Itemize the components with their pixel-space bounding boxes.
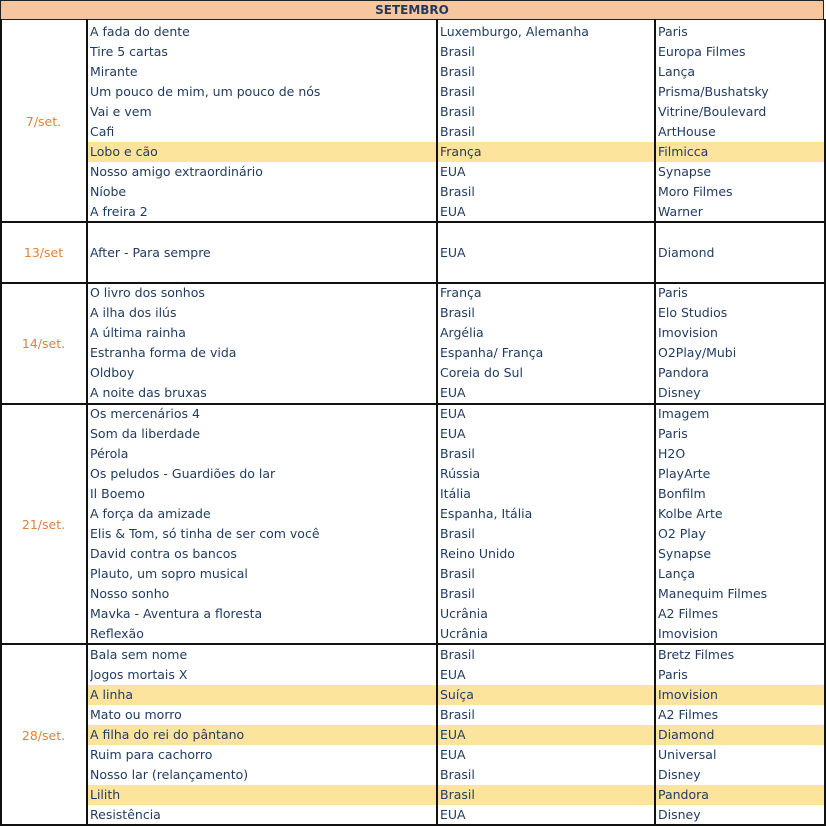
release-date-label: 13/set: [23, 245, 64, 260]
movie-title: Os mercenários 4: [90, 406, 200, 421]
table-row: [87, 404, 826, 424]
table-row: [87, 544, 826, 564]
distributor-cell: Prisma/Bushatsky: [658, 84, 769, 99]
grid-row-line: [0, 221, 826, 223]
movie-title: Lilith: [90, 787, 121, 802]
table-row: [87, 564, 826, 584]
movie-title: Ruim para cachorro: [90, 747, 213, 762]
movie-title: Bala sem nome: [90, 647, 188, 662]
table-row: [87, 383, 826, 403]
country-cell: França: [440, 144, 482, 159]
country-cell: Brasil: [440, 566, 475, 581]
distributor-cell: ArtHouse: [658, 124, 716, 139]
distributor-cell: Paris: [658, 667, 688, 682]
distributor-cell: Imovision: [658, 626, 718, 641]
grid-column-line: [654, 19, 656, 825]
movie-title: A fada do dente: [90, 24, 190, 39]
movie-title: Som da liberdade: [90, 426, 201, 441]
country-cell: Brasil: [440, 787, 475, 802]
table-row: [87, 82, 826, 102]
movie-title: Mavka - Aventura a floresta: [90, 606, 263, 621]
table-row: [87, 102, 826, 122]
distributor-cell: Synapse: [658, 164, 712, 179]
movie-title: Mirante: [90, 64, 138, 79]
distributor-cell: Paris: [658, 24, 688, 39]
country-cell: Coreia do Sul: [440, 365, 523, 380]
date-group: [0, 283, 826, 404]
movie-title: A linha: [90, 687, 133, 702]
movie-title: Lobo e cão: [90, 144, 158, 159]
distributor-cell: Vitrine/Boulevard: [658, 104, 767, 119]
movie-title: A força da amizade: [90, 506, 211, 521]
distributor-cell: Lança: [658, 566, 696, 581]
distributor-cell: Moro Filmes: [658, 184, 733, 199]
release-date-label: 7/set.: [25, 114, 62, 129]
distributor-cell: Manequim Filmes: [658, 586, 768, 601]
distributor-cell: Disney: [658, 767, 701, 782]
table-row: [87, 303, 826, 323]
country-cell: Brasil: [440, 184, 475, 199]
country-cell: Brasil: [440, 305, 475, 320]
movie-title: Nosso sonho: [90, 586, 170, 601]
country-cell: Brasil: [440, 84, 475, 99]
table-row: [87, 162, 826, 182]
movie-title: A noite das bruxas: [90, 385, 207, 400]
movie-title: Cafi: [90, 124, 115, 139]
country-cell: EUA: [440, 747, 466, 762]
table-row: [87, 22, 826, 42]
distributor-cell: Diamond: [658, 245, 715, 260]
movie-title: Reflexão: [90, 626, 144, 641]
table-row: [87, 363, 826, 383]
movie-title: Jogos mortais X: [90, 667, 188, 682]
movie-title: Pérola: [90, 446, 129, 461]
distributor-cell: O2 Play: [658, 526, 706, 541]
country-cell: Rússia: [440, 466, 481, 481]
movie-title: Um pouco de mim, um pouco de nós: [90, 84, 321, 99]
movie-title: Oldboy: [90, 365, 135, 380]
table-row: [87, 745, 826, 765]
country-cell: Brasil: [440, 647, 475, 662]
distributor-cell: Warner: [658, 204, 703, 219]
country-cell: Brasil: [440, 767, 475, 782]
country-cell: EUA: [440, 727, 466, 742]
distributor-cell: Elo Studios: [658, 305, 728, 320]
table-row: [87, 645, 826, 665]
table-row: [87, 685, 826, 705]
country-cell: Luxemburgo, Alemanha: [440, 24, 589, 39]
distributor-cell: Filmicca: [658, 144, 709, 159]
movie-title: Mato ou morro: [90, 707, 182, 722]
movie-title: After - Para sempre: [90, 245, 211, 260]
distributor-cell: Synapse: [658, 546, 712, 561]
country-cell: Espanha/ França: [440, 345, 544, 360]
date-group: [0, 644, 826, 826]
distributor-cell: H2O: [658, 446, 686, 461]
grid-row-line: [0, 403, 826, 405]
country-cell: Ucrânia: [440, 626, 488, 641]
country-cell: Brasil: [440, 44, 475, 59]
movie-title: Resistência: [90, 807, 161, 822]
table-row: [87, 785, 826, 805]
date-group: [0, 21, 826, 222]
country-cell: Brasil: [440, 526, 475, 541]
grid-column-line: [0, 19, 2, 825]
distributor-cell: Lança: [658, 64, 696, 79]
table-row: [87, 243, 826, 263]
distributor-cell: Paris: [658, 426, 688, 441]
grid-column-line: [86, 19, 88, 825]
distributor-cell: Imagem: [658, 406, 710, 421]
table-row: [87, 142, 826, 162]
movie-title: Estranha forma de vida: [90, 345, 237, 360]
country-cell: Itália: [440, 486, 471, 501]
country-cell: Brasil: [440, 124, 475, 139]
distributor-cell: PlayArte: [658, 466, 711, 481]
release-date-label: 28/set.: [21, 727, 66, 743]
table-row: [87, 323, 826, 343]
distributor-cell: Disney: [658, 385, 701, 400]
country-cell: EUA: [440, 245, 466, 260]
movie-title: Nosso lar (relançamento): [90, 767, 249, 782]
country-cell: Brasil: [440, 707, 475, 722]
table-row: [87, 765, 826, 785]
table-row: [87, 283, 826, 303]
table-row: [87, 182, 826, 202]
table-row: [87, 665, 826, 685]
movie-title: A ilha dos ilús: [90, 305, 177, 320]
movie-title: A última rainha: [90, 325, 186, 340]
table-row: [87, 504, 826, 524]
distributor-cell: Pandora: [658, 787, 709, 802]
table-row: [87, 62, 826, 82]
country-cell: Argélia: [440, 325, 484, 340]
movie-title: O livro dos sonhos: [90, 285, 205, 300]
country-cell: EUA: [440, 807, 466, 822]
distributor-cell: Disney: [658, 807, 701, 822]
distributor-cell: A2 Filmes: [658, 606, 719, 621]
table-row: [87, 202, 826, 222]
distributor-cell: Bonfilm: [658, 486, 706, 501]
table-row: [87, 624, 826, 644]
grid-column-line: [436, 19, 438, 825]
distributor-cell: O2Play/Mubi: [658, 345, 737, 360]
country-cell: Ucrânia: [440, 606, 488, 621]
movie-title: Nosso amigo extraordinário: [90, 164, 263, 179]
table-row: [87, 343, 826, 363]
country-cell: Brasil: [440, 64, 475, 79]
distributor-cell: Diamond: [658, 727, 715, 742]
country-cell: Brasil: [440, 446, 475, 461]
release-date-label: 14/set.: [21, 336, 66, 351]
country-cell: Suíça: [440, 687, 474, 702]
table-row: [87, 122, 826, 142]
month-header: SETEMBRO: [0, 0, 824, 20]
distributor-cell: Imovision: [658, 687, 718, 702]
movie-title: David contra os bancos: [90, 546, 237, 561]
distributor-cell: A2 Filmes: [658, 707, 719, 722]
movie-title: Vai e vem: [90, 104, 152, 119]
table-row: [87, 524, 826, 544]
grid-row-line: [0, 282, 826, 284]
country-cell: Brasil: [440, 586, 475, 601]
country-cell: EUA: [440, 406, 466, 421]
table-row: [87, 705, 826, 725]
movie-title: Elis & Tom, só tinha de ser com você: [90, 526, 320, 541]
table-row: [87, 42, 826, 62]
movie-title: Plauto, um sopro musical: [90, 566, 248, 581]
country-cell: EUA: [440, 426, 466, 441]
distributor-cell: Universal: [658, 747, 717, 762]
distributor-cell: Europa Filmes: [658, 44, 746, 59]
table-row: [87, 424, 826, 444]
date-group: [0, 404, 826, 644]
table-row: [87, 484, 826, 504]
movie-title: Tire 5 cartas: [90, 44, 168, 59]
table-row: [87, 584, 826, 604]
distributor-cell: Kolbe Arte: [658, 506, 723, 521]
table-row: [87, 805, 826, 825]
release-date-label: 21/set.: [21, 516, 66, 532]
movie-title: Il Boemo: [90, 486, 145, 501]
country-cell: EUA: [440, 385, 466, 400]
grid-row-line: [0, 643, 826, 645]
movie-title: Os peludos - Guardiões do lar: [90, 466, 276, 481]
distributor-cell: Imovision: [658, 325, 718, 340]
movie-title: Níobe: [90, 184, 127, 199]
movie-title: A filha do rei do pântano: [90, 727, 245, 742]
distributor-cell: Bretz Filmes: [658, 647, 735, 662]
country-cell: França: [440, 285, 482, 300]
country-cell: EUA: [440, 164, 466, 179]
distributor-cell: Paris: [658, 285, 688, 300]
movie-title: A freira 2: [90, 204, 148, 219]
distributor-cell: Pandora: [658, 365, 709, 380]
table-row: [87, 444, 826, 464]
table-row: [87, 604, 826, 624]
country-cell: EUA: [440, 667, 466, 682]
country-cell: Brasil: [440, 104, 475, 119]
country-cell: Espanha, Itália: [440, 506, 533, 521]
date-group: [0, 222, 826, 283]
table-row: [87, 725, 826, 745]
country-cell: Reino Unido: [440, 546, 515, 561]
country-cell: EUA: [440, 204, 466, 219]
table-row: [87, 464, 826, 484]
